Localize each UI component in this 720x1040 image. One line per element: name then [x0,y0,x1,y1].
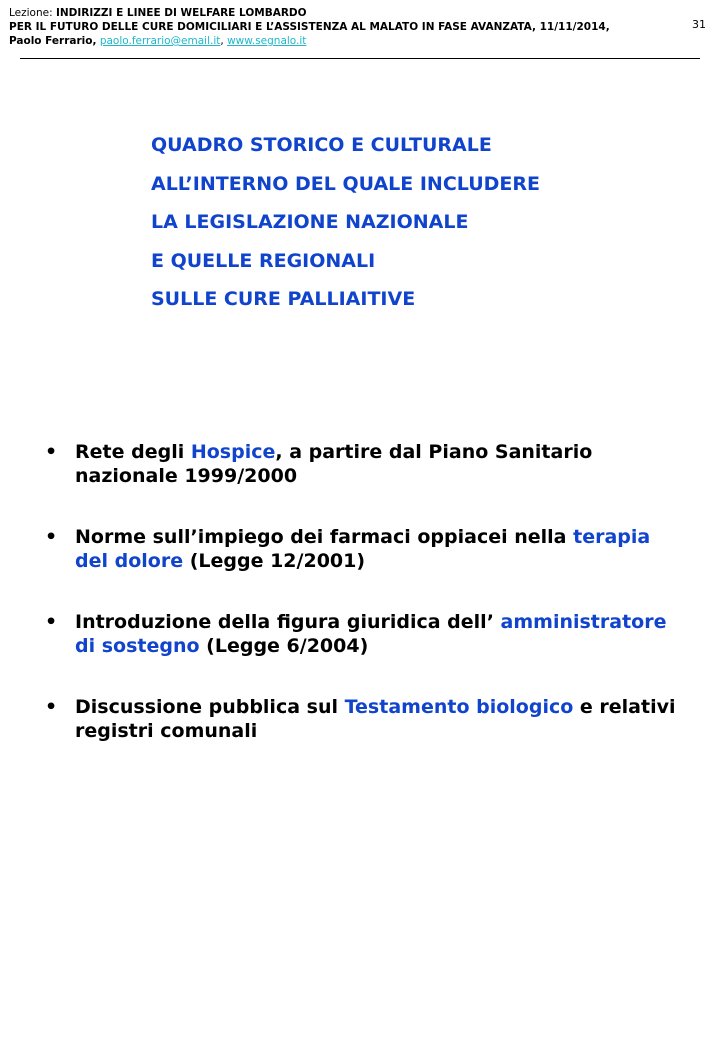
bullet-text: Rete degli [75,441,191,463]
title-line: SULLE CURE PALLIAITIVE [151,288,416,310]
bullet-list [45,440,685,780]
page-header [9,6,669,48]
bullet-text: Discussione pubblica sul [75,696,345,718]
website-link[interactable]: www.segnalo.it [227,35,307,47]
bullet-highlight: Hospice [190,441,276,463]
bullet-item-hospice [45,440,685,488]
header-author-line [9,34,669,48]
bullet-item-terapia-dolore [45,525,685,573]
bullet-text: Introduzione della figura giuridica dell’ [75,611,501,633]
lesson-title: INDIRIZZI E LINEE DI WELFARE LOMBARDO [55,7,307,19]
page-number: 31 [692,18,706,31]
title-line: QUADRO STORICO E CULTURALE [151,134,492,156]
header-divider [20,58,700,59]
link-separator: , [220,35,224,47]
title-line: LA LEGISLAZIONE NAZIONALE [151,211,469,233]
bullet-item-amministratore [45,610,685,658]
bullet-highlight: terapia del dolore [75,526,651,572]
bullet-highlight: Testamento biologico [344,696,574,718]
bullet-text: e relativi registri comunali [75,696,676,742]
bullet-dot: • [45,696,58,718]
title-line: E QUELLE REGIONALI [151,249,376,272]
bullet-highlight: amministratore di sostegno [75,611,667,657]
email-link[interactable]: paolo.ferrario@email.it [99,35,221,47]
bullet-dot: • [45,526,58,548]
bullet-dot: • [45,441,58,463]
bullet-text: (Legge 6/2004) [199,635,369,657]
bullet-dot: • [45,611,58,633]
header-subtitle: PER IL FUTURO DELLE CURE DOMICILIARI E L’ASSISTENZA AL MALATO IN FASE AVANZATA, 11/11/2014, [9,21,610,33]
bullet-item-testamento [45,695,685,743]
author-name: Paolo Ferrario, [9,35,97,47]
header-lesson-line [9,6,669,20]
bullet-text: (Legge 12/2001) [183,550,366,572]
bullet-text: Norme sull’impiego dei farmaci oppiacei nella [75,526,574,548]
lesson-label: Lezione: [9,7,56,19]
title-line: ALL’INTERNO DEL QUALE INCLUDERE [151,172,540,195]
slide-title [151,132,540,325]
bullet-text: , a partire dal Piano Sanitario nazionale 1999/2000 [75,441,593,487]
